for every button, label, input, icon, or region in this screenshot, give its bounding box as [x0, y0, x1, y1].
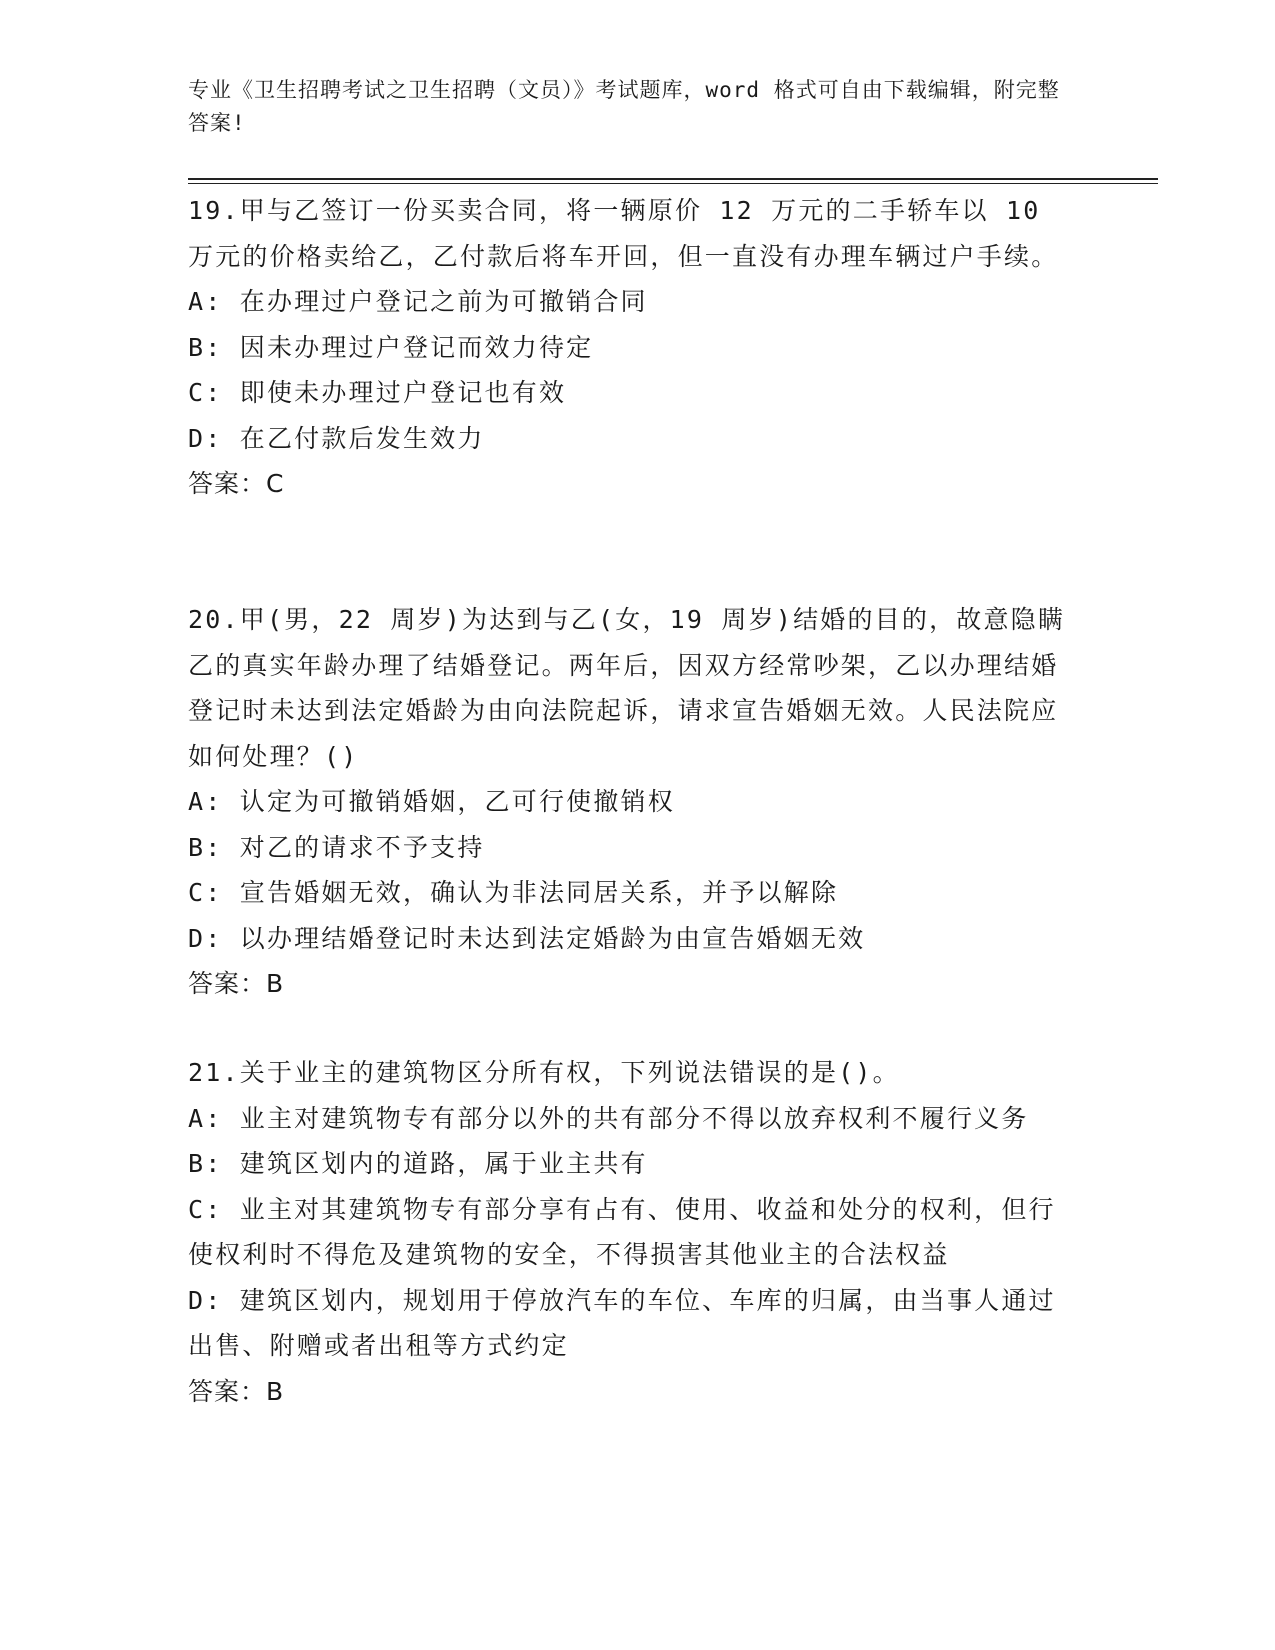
- option-b: B: 对乙的请求不予支持: [188, 832, 485, 862]
- option-b: B: 因未办理过户登记而效力待定: [188, 332, 594, 362]
- question-19: [188, 188, 1078, 507]
- question-stem: 21.关于业主的建筑物区分所有权，下列说法错误的是()。: [188, 1058, 900, 1087]
- question-stem: 20.甲(男，22 周岁)为达到与乙(女，19 周岁)结婚的目的，故意隐瞒乙的真实年龄办理了结婚登记。两年后，因双方经常吵架，乙以办理结婚登记时未达到法定婚龄为由向法院起诉，请求宣告婚姻无效。人民法院应如何处理？(): [188, 605, 1066, 771]
- page-header: 专业《卫生招聘考试之卫生招聘（文员）》考试题库，word 格式可自由下载编辑，附完整答案!: [188, 78, 1060, 135]
- option-d: D: 在乙付款后发生效力: [188, 423, 485, 453]
- answer-line: 答案：B: [188, 1376, 285, 1406]
- option-a: A: 认定为可撤销婚姻，乙可行使撤销权: [188, 787, 675, 816]
- question-stem: 19.甲与乙签订一份买卖合同，将一辆原价 12 万元的二手轿车以 10 万元的价格卖给乙，乙付款后将车开回，但一直没有办理车辆过户手续。: [188, 196, 1059, 271]
- option-d: D: 建筑区划内，规划用于停放汽车的车位、车库的归属，由当事人通过出售、附赠或者出租等方式约定: [188, 1285, 1056, 1360]
- option-b: B: 建筑区划内的道路，属于业主共有: [188, 1149, 648, 1178]
- question-21: [188, 1050, 1078, 1414]
- option-c: C: 宣告婚姻无效，确认为非法同居关系，并予以解除: [188, 878, 839, 907]
- option-a: A: 业主对建筑物专有部分以外的共有部分不得以放弃权利不履行义务: [188, 1103, 1029, 1133]
- option-a: A: 在办理过户登记之前为可撤销合同: [188, 287, 648, 316]
- answer-line: 答案：B: [188, 969, 285, 998]
- option-d: D: 以办理结婚登记时未达到法定婚龄为由宣告婚姻无效: [188, 923, 866, 953]
- header-divider-thin: [188, 183, 1158, 184]
- header-divider-thick: [188, 178, 1158, 180]
- question-20: [188, 597, 1078, 1007]
- answer-line: 答案：C: [188, 469, 285, 498]
- option-c: C: 即使未办理过户登记也有效: [188, 378, 567, 407]
- option-c: C: 业主对其建筑物专有部分享有占有、使用、收益和处分的权利，但行使权利时不得危及建筑物的安全，不得损害其他业主的合法权益: [188, 1194, 1056, 1269]
